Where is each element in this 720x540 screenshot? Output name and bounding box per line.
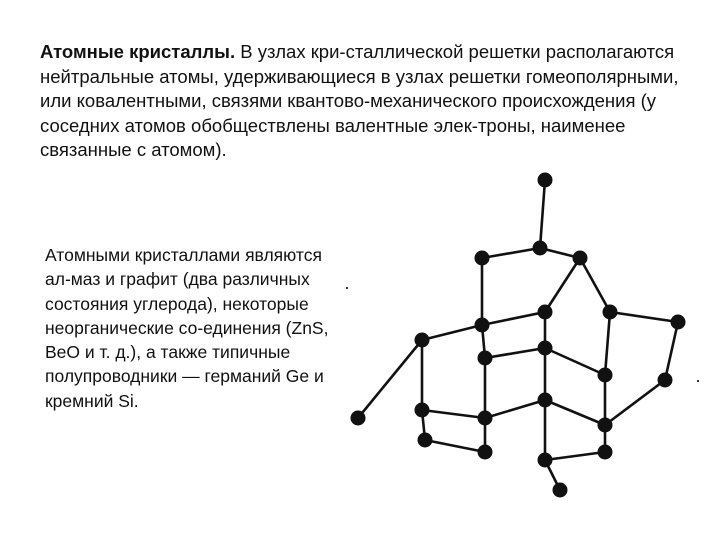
bond-line [425, 440, 485, 452]
atom-node [598, 445, 613, 460]
atom-node [533, 241, 548, 256]
bond-line [545, 348, 605, 375]
bond-line [485, 348, 545, 358]
bond-line [545, 452, 605, 460]
bond-line [545, 400, 605, 425]
atom-node [478, 411, 493, 426]
atom-node [538, 453, 553, 468]
atom-node [475, 251, 490, 266]
bond-line [482, 248, 540, 258]
bond-line [540, 180, 545, 248]
atom-node [418, 433, 433, 448]
atom-node [538, 341, 553, 356]
stray-dot [346, 287, 348, 289]
atom-node [415, 403, 430, 418]
atom-node [478, 351, 493, 366]
bond-line [422, 410, 485, 418]
atom-node [671, 315, 686, 330]
atom-node [538, 305, 553, 320]
bond-line [422, 325, 482, 340]
bond-line [482, 312, 545, 325]
bond-line [605, 380, 665, 425]
atom-node [415, 333, 430, 348]
stray-dot [697, 380, 699, 382]
atom-node [603, 305, 618, 320]
bond-line [605, 312, 610, 375]
atom-node [598, 368, 613, 383]
lattice-atoms [351, 173, 686, 498]
intro-lead: Атомные кристаллы. [40, 41, 236, 62]
examples-paragraph: Атомными кристаллами являются ал-маз и графит (два различных состояния углерода), некоторые неорганические со-единения (ZnS, BeO и т. д.), а также типичные полупроводники — германий Ge и кремний Si. [45, 245, 329, 411]
atom-node [351, 411, 366, 426]
intro-body: В узлах кри-сталлической решетки располагаются нейтральные атомы, удерживающиеся в узлах решетки гомеополярными, или ковалентными, связями квантово-механического происхождения (у соседних атомов обобществлены валентные элек-троны, наименее связанные с атомом). [40, 41, 679, 160]
atom-node [573, 251, 588, 266]
bond-line [358, 340, 422, 418]
bond-line [665, 322, 678, 380]
atom-node [538, 173, 553, 188]
atom-node [475, 318, 490, 333]
bond-line [545, 258, 580, 312]
lattice-bonds [358, 180, 678, 490]
atom-node [553, 483, 568, 498]
bond-line [580, 258, 610, 312]
bond-line [485, 400, 545, 418]
atom-node [658, 373, 673, 388]
atom-node [478, 445, 493, 460]
bond-line [610, 312, 678, 322]
atom-node [538, 393, 553, 408]
atom-node [598, 418, 613, 433]
